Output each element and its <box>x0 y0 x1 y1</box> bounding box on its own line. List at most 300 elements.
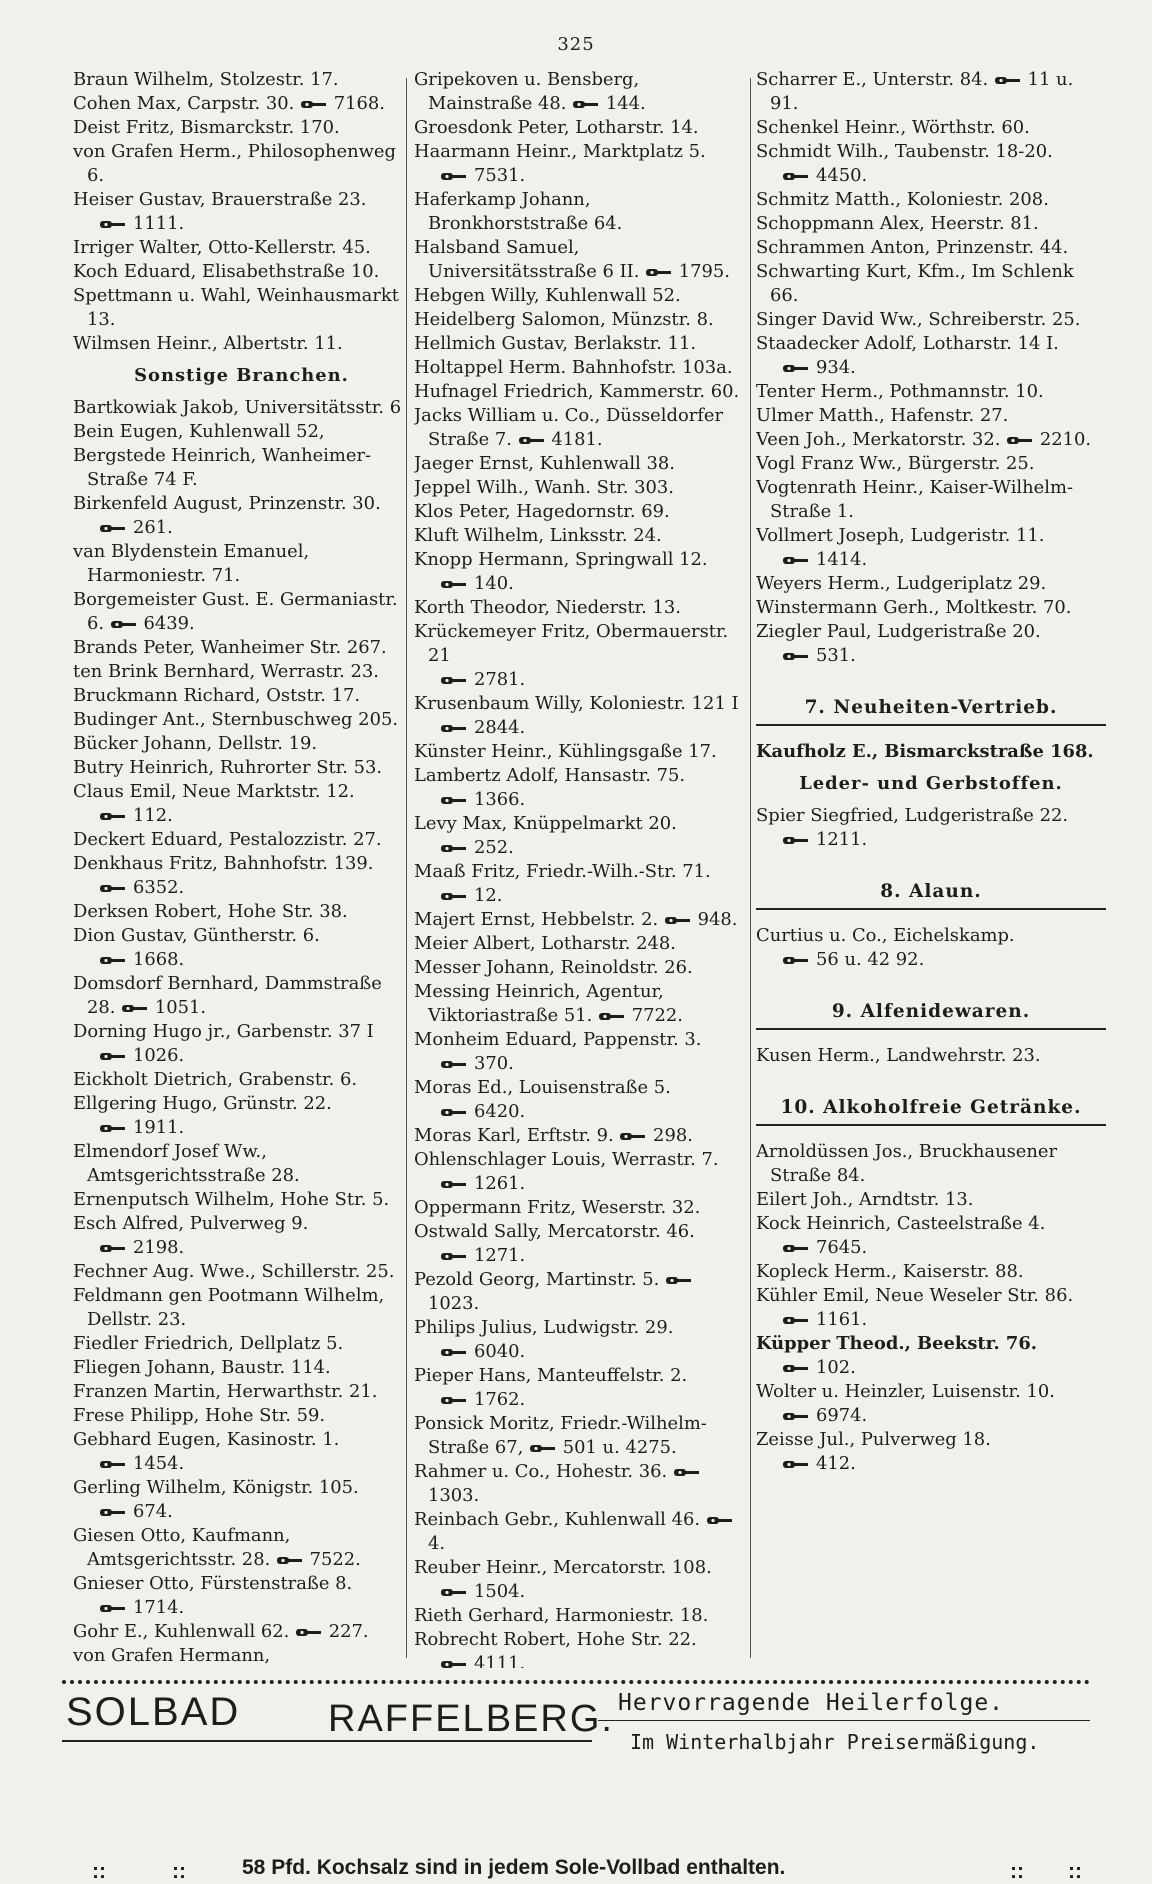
directory-entry <box>756 1044 1106 1068</box>
directory-entry <box>414 1220 748 1244</box>
phone-number: 7645. <box>816 1237 868 1258</box>
section-heading: 10. Alkoholfreie Getränke. <box>756 1096 1106 1126</box>
section-heading: 7. Neuheiten-Vertrieb. <box>756 696 1106 726</box>
entry-text: von Grafen Hermann, <box>73 1645 271 1666</box>
ad-brand-right: RAFFELBERG. <box>328 1698 614 1740</box>
directory-entry <box>73 588 410 636</box>
phone-number: 56 u. 42 92. <box>816 949 925 970</box>
phone-line <box>756 948 1106 972</box>
phone-number: 934. <box>816 357 856 378</box>
directory-column-1 <box>73 68 410 1668</box>
directory-entry <box>414 524 748 548</box>
phone-line <box>756 644 1106 668</box>
telephone-icon <box>440 1179 468 1190</box>
entry-text: Moras Karl, Erftstr. 9. <box>414 1125 614 1146</box>
directory-entry <box>756 332 1106 356</box>
directory-entry <box>73 660 410 684</box>
directory-entry <box>414 932 748 956</box>
entry-text: Weyers Herm., Ludgeriplatz 29. <box>756 573 1047 594</box>
entry-text: Hufnagel Friedrich, Kammerstr. 60. <box>414 381 740 402</box>
entry-text: Vollmert Joseph, Ludgeristr. 11. <box>756 525 1045 546</box>
directory-entry <box>756 524 1106 548</box>
directory-entry <box>73 684 410 708</box>
phone-number: 2198. <box>133 1237 185 1258</box>
entry-text: Ulmer Matth., Hafenstr. 27. <box>756 405 1009 426</box>
directory-entry <box>73 1092 410 1116</box>
directory-entry <box>73 924 410 948</box>
phone-line <box>73 1116 410 1140</box>
entry-text: Ernenputsch Wilhelm, Hohe Str. 5. <box>73 1189 390 1210</box>
directory-entry <box>73 1380 410 1404</box>
phone-line <box>756 1308 1106 1332</box>
phone-number: 4181. <box>545 429 603 450</box>
phone-number: 370. <box>474 1053 514 1074</box>
phone-number: 1795. <box>673 261 730 282</box>
entry-text: Hellmich Gustav, Berlakstr. 11. <box>414 333 697 354</box>
phone-number: 412. <box>816 1453 856 1474</box>
entry-text: Kluft Wilhelm, Linksstr. 24. <box>414 525 662 546</box>
phone-line <box>756 1452 1106 1476</box>
phone-line <box>756 164 1106 188</box>
entry-text: von Grafen Herm., Philosophenweg 6. <box>73 141 396 186</box>
phone-line <box>414 1652 748 1668</box>
directory-entry <box>756 740 1106 764</box>
directory-entry <box>414 908 748 932</box>
phone-number: 102. <box>816 1357 856 1378</box>
ad-dots: :: <box>1068 1860 1082 1883</box>
entry-text: Monheim Eduard, Pappenstr. 3. <box>414 1029 702 1050</box>
directory-entry <box>414 956 748 980</box>
entry-text: Vogtenrath Heinr., Kaiser-Wilhelm-Straße 1. <box>756 477 1073 522</box>
phone-number: 1366. <box>474 789 526 810</box>
directory-entry <box>756 596 1106 620</box>
directory-entry <box>756 68 1106 116</box>
entry-text: Schmidt Wilh., Taubenstr. 18-20. <box>756 141 1053 162</box>
directory-entry <box>756 260 1106 308</box>
phone-number: 1051. <box>149 997 207 1018</box>
telephone-icon <box>440 579 468 590</box>
entry-text: Gebhard Eugen, Kasinostr. 1. <box>73 1429 340 1450</box>
telephone-icon <box>99 955 127 966</box>
entry-text: Scharrer E., Unterstr. 84. <box>756 69 989 90</box>
directory-entry <box>414 980 748 1028</box>
directory-entry <box>73 396 410 420</box>
directory-entry <box>73 1428 410 1452</box>
entry-text: Bücker Johann, Dellstr. 19. <box>73 733 318 754</box>
directory-entry <box>756 1428 1106 1452</box>
phone-line <box>73 876 410 900</box>
entry-text: Ellgering Hugo, Grünstr. 22. <box>73 1093 332 1114</box>
telephone-icon <box>994 75 1022 86</box>
entry-text: Knopp Hermann, Springwall 12. <box>414 549 708 570</box>
directory-entry <box>414 860 748 884</box>
entry-text: Eickholt Dietrich, Grabenstr. 6. <box>73 1069 358 1090</box>
directory-entry <box>414 188 748 236</box>
telephone-icon <box>440 795 468 806</box>
entry-text: Schrammen Anton, Prinzenstr. 44. <box>756 237 1069 258</box>
phone-line <box>756 828 1106 852</box>
phone-number: 1714. <box>133 1597 185 1618</box>
phone-number: 1261. <box>474 1173 526 1194</box>
ad-tagline-rule <box>598 1720 1090 1721</box>
directory-entry <box>73 236 410 260</box>
phone-number: 298. <box>647 1125 693 1146</box>
directory-entry <box>414 1196 748 1220</box>
directory-entry <box>756 476 1106 524</box>
phone-number: 252. <box>474 837 514 858</box>
directory-entry <box>73 1020 410 1044</box>
phone-line <box>73 1236 410 1260</box>
entry-text: Claus Emil, Neue Marktstr. 12. <box>73 781 355 802</box>
directory-entry <box>73 1572 410 1596</box>
ad-dots: :: <box>172 1860 186 1883</box>
phone-line <box>756 1356 1106 1380</box>
entry-text: Schwarting Kurt, Kfm., Im Schlenk 66. <box>756 261 1074 306</box>
section-heading: 9. Alfenidewaren. <box>756 1000 1106 1030</box>
telephone-icon <box>572 99 600 110</box>
entry-text: Ohlenschlager Louis, Werrastr. 7. <box>414 1149 719 1170</box>
directory-entry <box>414 500 748 524</box>
directory-entry <box>73 1188 410 1212</box>
telephone-icon <box>295 1627 323 1638</box>
telephone-icon <box>276 1555 304 1566</box>
entry-text: Bartkowiak Jakob, Universitätsstr. 6 <box>73 397 402 418</box>
entry-text: Schenkel Heinr., Wörthstr. 60. <box>756 117 1030 138</box>
directory-entry <box>756 1260 1106 1284</box>
entry-text: Heidelberg Salomon, Münzstr. 8. <box>414 309 714 330</box>
directory-entry <box>73 1068 410 1092</box>
entry-text: Birkenfeld August, Prinzenstr. 30. <box>73 493 381 514</box>
directory-entry <box>73 708 410 732</box>
phone-line <box>414 1052 748 1076</box>
entry-text: Gohr E., Kuhlenwall 62. <box>73 1621 290 1642</box>
entry-text: Deist Fritz, Bismarckstr. 170. <box>73 117 340 138</box>
phone-number: 4111. <box>474 1653 526 1668</box>
subheading: Leder- und Gerbstoffen. <box>799 773 1063 794</box>
entry-text: Klos Peter, Hagedornstr. 69. <box>414 501 670 522</box>
phone-line <box>73 212 410 236</box>
entry-text: Kaufholz E., Bismarckstraße 168. <box>756 741 1094 762</box>
telephone-icon <box>782 1315 810 1326</box>
phone-line <box>414 836 748 860</box>
column-rule <box>750 78 751 1658</box>
entry-text: Kusen Herm., Landwehrstr. 23. <box>756 1045 1041 1066</box>
directory-entry <box>756 924 1106 948</box>
directory-entry <box>756 1380 1106 1404</box>
telephone-icon <box>518 435 546 446</box>
entry-text: Zeisse Jul., Pulverweg 18. <box>756 1429 991 1450</box>
entry-text: Reinbach Gebr., Kuhlenwall 46. <box>414 1509 701 1530</box>
telephone-icon <box>440 1251 468 1262</box>
directory-entry <box>73 332 410 356</box>
directory-entry <box>414 1148 748 1172</box>
phone-number: 261. <box>133 517 173 538</box>
phone-line <box>414 1244 748 1268</box>
telephone-icon <box>782 1363 810 1374</box>
telephone-icon <box>110 619 138 630</box>
entry-text: Eilert Joh., Arndtstr. 13. <box>756 1189 974 1210</box>
advertisement <box>62 1680 1090 1883</box>
ad-top-rule <box>62 1680 1090 1684</box>
directory-entry <box>73 1140 410 1188</box>
telephone-icon <box>440 1659 468 1669</box>
entry-text: Ponsick Moritz, Friedr.-Wilhelm-Straße 67, <box>414 1413 707 1458</box>
phone-number: 501 u. 4275. <box>557 1437 677 1458</box>
entry-text: Bergstede Heinrich, Wanheimer-Straße 74 F. <box>73 445 372 490</box>
entry-text: Esch Alfred, Pulverweg 9. <box>73 1213 309 1234</box>
entry-text: Heiser Gustav, Brauerstraße 23. <box>73 189 367 210</box>
telephone-icon <box>782 363 810 374</box>
entry-text: ten Brink Bernhard, Werrastr. 23. <box>73 661 379 682</box>
telephone-icon <box>99 1243 127 1254</box>
phone-number: 1026. <box>133 1045 185 1066</box>
entry-text: Schoppmann Alex, Heerstr. 81. <box>756 213 1039 234</box>
entry-text: Künster Heinr., Kühlingsgaße 17. <box>414 741 717 762</box>
entry-text: Jeppel Wilh., Wanh. Str. 303. <box>414 477 674 498</box>
telephone-icon <box>440 1059 468 1070</box>
directory-entry <box>414 452 748 476</box>
phone-number: 1023. <box>428 1293 480 1314</box>
entry-text: Moras Ed., Louisenstraße 5. <box>414 1077 671 1098</box>
entry-text: Frese Philipp, Hohe Str. 59. <box>73 1405 326 1426</box>
phone-number: 6352. <box>133 877 185 898</box>
directory-entry <box>414 764 748 788</box>
entry-text: Vogl Franz Ww., Bürgerstr. 25. <box>756 453 1035 474</box>
ad-brand-rule <box>62 1740 592 1742</box>
phone-line <box>414 572 748 596</box>
directory-entry <box>73 284 410 332</box>
entry-text: Dorning Hugo jr., Garbenstr. 37 I <box>73 1021 374 1042</box>
entry-text: Gnieser Otto, Fürstenstraße 8. <box>73 1573 353 1594</box>
directory-entry <box>414 236 748 284</box>
directory-entry <box>756 572 1106 596</box>
telephone-icon <box>300 99 328 110</box>
phone-number: 11 u. 91. <box>770 69 1074 114</box>
section-heading: 8. Alaun. <box>756 880 1106 910</box>
phone-number: 1414. <box>816 549 868 570</box>
entry-text: Kühler Emil, Neue Weseler Str. 86. <box>756 1285 1074 1306</box>
entry-text: Krusenbaum Willy, Koloniestr. 121 I <box>414 693 739 714</box>
entry-text: Fechner Aug. Wwe., Schillerstr. 25. <box>73 1261 395 1282</box>
phone-number: 1271. <box>474 1245 526 1266</box>
directory-entry <box>756 452 1106 476</box>
entry-text: Messer Johann, Reinoldstr. 26. <box>414 957 693 978</box>
entry-text: Koch Eduard, Elisabethstraße 10. <box>73 261 380 282</box>
entry-text: Pezold Georg, Martinstr. 5. <box>414 1269 660 1290</box>
entry-text: Jacks William u. Co., Düsseldorfer Straße 7. <box>414 405 724 450</box>
telephone-icon <box>645 267 673 278</box>
phone-line <box>73 1452 410 1476</box>
directory-entry <box>756 404 1106 428</box>
entry-text: Denkhaus Fritz, Bahnhofstr. 139. <box>73 853 374 874</box>
entry-text: Kopleck Herm., Kaiserstr. 88. <box>756 1261 1024 1282</box>
phone-number: 1211. <box>816 829 868 850</box>
entry-text: Haarmann Heinr., Marktplatz 5. <box>414 141 706 162</box>
directory-entry <box>414 332 748 356</box>
directory-entry <box>73 1356 410 1380</box>
directory-entry <box>73 732 410 756</box>
entry-text: Halsband Samuel, Universitätsstraße 6 II. <box>414 237 640 282</box>
directory-entry <box>73 444 410 492</box>
directory-entry <box>73 1644 410 1668</box>
phone-line <box>73 1596 410 1620</box>
telephone-icon <box>782 171 810 182</box>
ad-dots: :: <box>92 1860 106 1883</box>
phone-number: 140. <box>474 573 514 594</box>
ad-tagline-2: Im Winterhalbjahr Preisermäßigung. <box>630 1730 1040 1754</box>
directory-entry <box>414 812 748 836</box>
entry-text: Elmendorf Josef Ww., Amtsgerichtsstraße 28. <box>73 1141 300 1186</box>
entry-text: Winstermann Gerh., Moltkestr. 70. <box>756 597 1072 618</box>
entry-text: Schmitz Matth., Koloniestr. 208. <box>756 189 1049 210</box>
telephone-icon <box>782 1459 810 1470</box>
phone-line <box>414 716 748 740</box>
telephone-icon <box>440 723 468 734</box>
entry-text: Ostwald Sally, Mercatorstr. 46. <box>414 1221 695 1242</box>
telephone-icon <box>782 835 810 846</box>
phone-number: 1111. <box>133 213 185 234</box>
phone-number: 2781. <box>474 669 526 690</box>
directory-column-3 <box>756 68 1106 1668</box>
directory-entry <box>756 308 1106 332</box>
entry-text: Budinger Ant., Sternbuschweg 205. <box>73 709 399 730</box>
entry-text: Singer David Ww., Schreiberstr. 25. <box>756 309 1081 330</box>
entry-text: Pieper Hans, Manteuffelstr. 2. <box>414 1365 688 1386</box>
directory-entry <box>756 804 1106 828</box>
phone-line <box>414 788 748 812</box>
phone-line <box>414 884 748 908</box>
phone-line <box>414 668 748 692</box>
directory-entry <box>756 116 1106 140</box>
directory-entry <box>73 1284 410 1332</box>
directory-entry <box>414 1460 748 1508</box>
entry-text: Spettmann u. Wahl, Weinhausmarkt 13. <box>73 285 399 330</box>
telephone-icon <box>99 883 127 894</box>
directory-entry <box>756 1284 1106 1308</box>
directory-entry <box>73 852 410 876</box>
phone-number: 4. <box>428 1533 446 1554</box>
directory-entry <box>73 540 410 588</box>
entry-text: Staadecker Adolf, Lotharstr. 14 I. <box>756 333 1059 354</box>
directory-entry <box>73 1476 410 1500</box>
entry-text: Fiedler Friedrich, Dellplatz 5. <box>73 1333 344 1354</box>
directory-entry <box>73 1260 410 1284</box>
entry-text: Arnoldüssen Jos., Bruckhausener Straße 84. <box>756 1141 1058 1186</box>
entry-text: Wolter u. Heinzler, Luisenstr. 10. <box>756 1381 1055 1402</box>
directory-entry <box>414 1508 748 1556</box>
phone-number: 1504. <box>474 1581 526 1602</box>
telephone-icon <box>619 1131 647 1142</box>
entry-text: Feldmann gen Pootmann Wilhelm, Dellstr. 23. <box>73 1285 385 1330</box>
phone-number: 948. <box>691 909 738 930</box>
directory-entry <box>414 1268 748 1316</box>
directory-entry <box>414 1028 748 1052</box>
telephone-icon <box>1006 435 1034 446</box>
entry-text: Krückemeyer Fritz, Obermauerstr. 21 <box>414 621 729 666</box>
telephone-icon <box>782 1243 810 1254</box>
entry-text: Curtius u. Co., Eichelskamp. <box>756 925 1015 946</box>
directory-entry <box>414 1364 748 1388</box>
phone-line <box>756 548 1106 572</box>
phone-number: 1762. <box>474 1389 526 1410</box>
telephone-icon <box>440 1347 468 1358</box>
phone-line <box>414 164 748 188</box>
phone-number: 1911. <box>133 1117 185 1138</box>
telephone-icon <box>782 555 810 566</box>
directory-entry <box>73 900 410 924</box>
directory-entry <box>414 596 748 620</box>
entry-text: Gerling Wilhelm, Königstr. 105. <box>73 1477 359 1498</box>
telephone-icon <box>440 1107 468 1118</box>
phone-number: 1303. <box>428 1485 480 1506</box>
telephone-icon <box>782 1411 810 1422</box>
phone-number: 1668. <box>133 949 185 970</box>
entry-text: Ziegler Paul, Ludgeristraße 20. <box>756 621 1041 642</box>
directory-entry <box>414 1124 748 1148</box>
phone-number: 6439. <box>137 613 195 634</box>
phone-line <box>414 1388 748 1412</box>
telephone-icon <box>529 1443 557 1454</box>
entry-text: Franzen Martin, Herwarthstr. 21. <box>73 1381 378 1402</box>
directory-entry <box>73 116 410 140</box>
entry-text: Dion Gustav, Güntherstr. 6. <box>73 925 320 946</box>
entry-text: Gripekoven u. Bensberg, Mainstraße 48. <box>414 69 640 114</box>
telephone-icon <box>99 1123 127 1134</box>
entry-text: Domsdorf Bernhard, Dammstraße 28. <box>73 973 382 1018</box>
directory-entry <box>414 1628 748 1652</box>
telephone-icon <box>598 1011 626 1022</box>
entry-text: Maaß Fritz, Friedr.-Wilh.-Str. 71. <box>414 861 711 882</box>
phone-number: 6974. <box>816 1405 868 1426</box>
entry-text: Korth Theodor, Niederstr. 13. <box>414 597 681 618</box>
phone-line <box>414 1340 748 1364</box>
entry-text: Oppermann Fritz, Weserstr. 32. <box>414 1197 701 1218</box>
directory-entry <box>414 308 748 332</box>
entry-text: Rieth Gerhard, Harmoniestr. 18. <box>414 1605 709 1626</box>
directory-entry <box>73 1212 410 1236</box>
phone-line <box>756 1404 1106 1428</box>
phone-number: 531. <box>816 645 856 666</box>
entry-text: Groesdonk Peter, Lotharstr. 14. <box>414 117 699 138</box>
page-number: 325 <box>557 34 595 55</box>
telephone-icon <box>440 675 468 686</box>
entry-text: Hebgen Willy, Kuhlenwall 52. <box>414 285 681 306</box>
phone-number: 7531. <box>474 165 526 186</box>
directory-entry <box>73 1524 410 1572</box>
telephone-icon <box>440 1395 468 1406</box>
directory-entry <box>73 92 410 116</box>
directory-entry <box>73 828 410 852</box>
entry-text: Butry Heinrich, Ruhrorter Str. 53. <box>73 757 383 778</box>
directory-entry <box>414 1076 748 1100</box>
phone-number: 227. <box>323 1621 369 1642</box>
directory-entry <box>414 476 748 500</box>
directory-entry <box>756 380 1106 404</box>
phone-line <box>414 1580 748 1604</box>
telephone-icon <box>782 651 810 662</box>
entry-text: Messing Heinrich, Agentur, Viktoriastraße 51. <box>414 981 664 1026</box>
phone-number: 7522. <box>303 1549 361 1570</box>
phone-number: 12. <box>474 885 503 906</box>
phone-line <box>414 1100 748 1124</box>
entry-text: Braun Wilhelm, Stolzestr. 17. <box>73 69 339 90</box>
directory-entry <box>756 428 1106 452</box>
phone-number: 2210. <box>1034 429 1092 450</box>
entry-text: Levy Max, Knüppelmarkt 20. <box>414 813 677 834</box>
entry-text: Cohen Max, Carpstr. 30. <box>73 93 295 114</box>
directory-entry <box>414 404 748 452</box>
directory-entry <box>73 780 410 804</box>
